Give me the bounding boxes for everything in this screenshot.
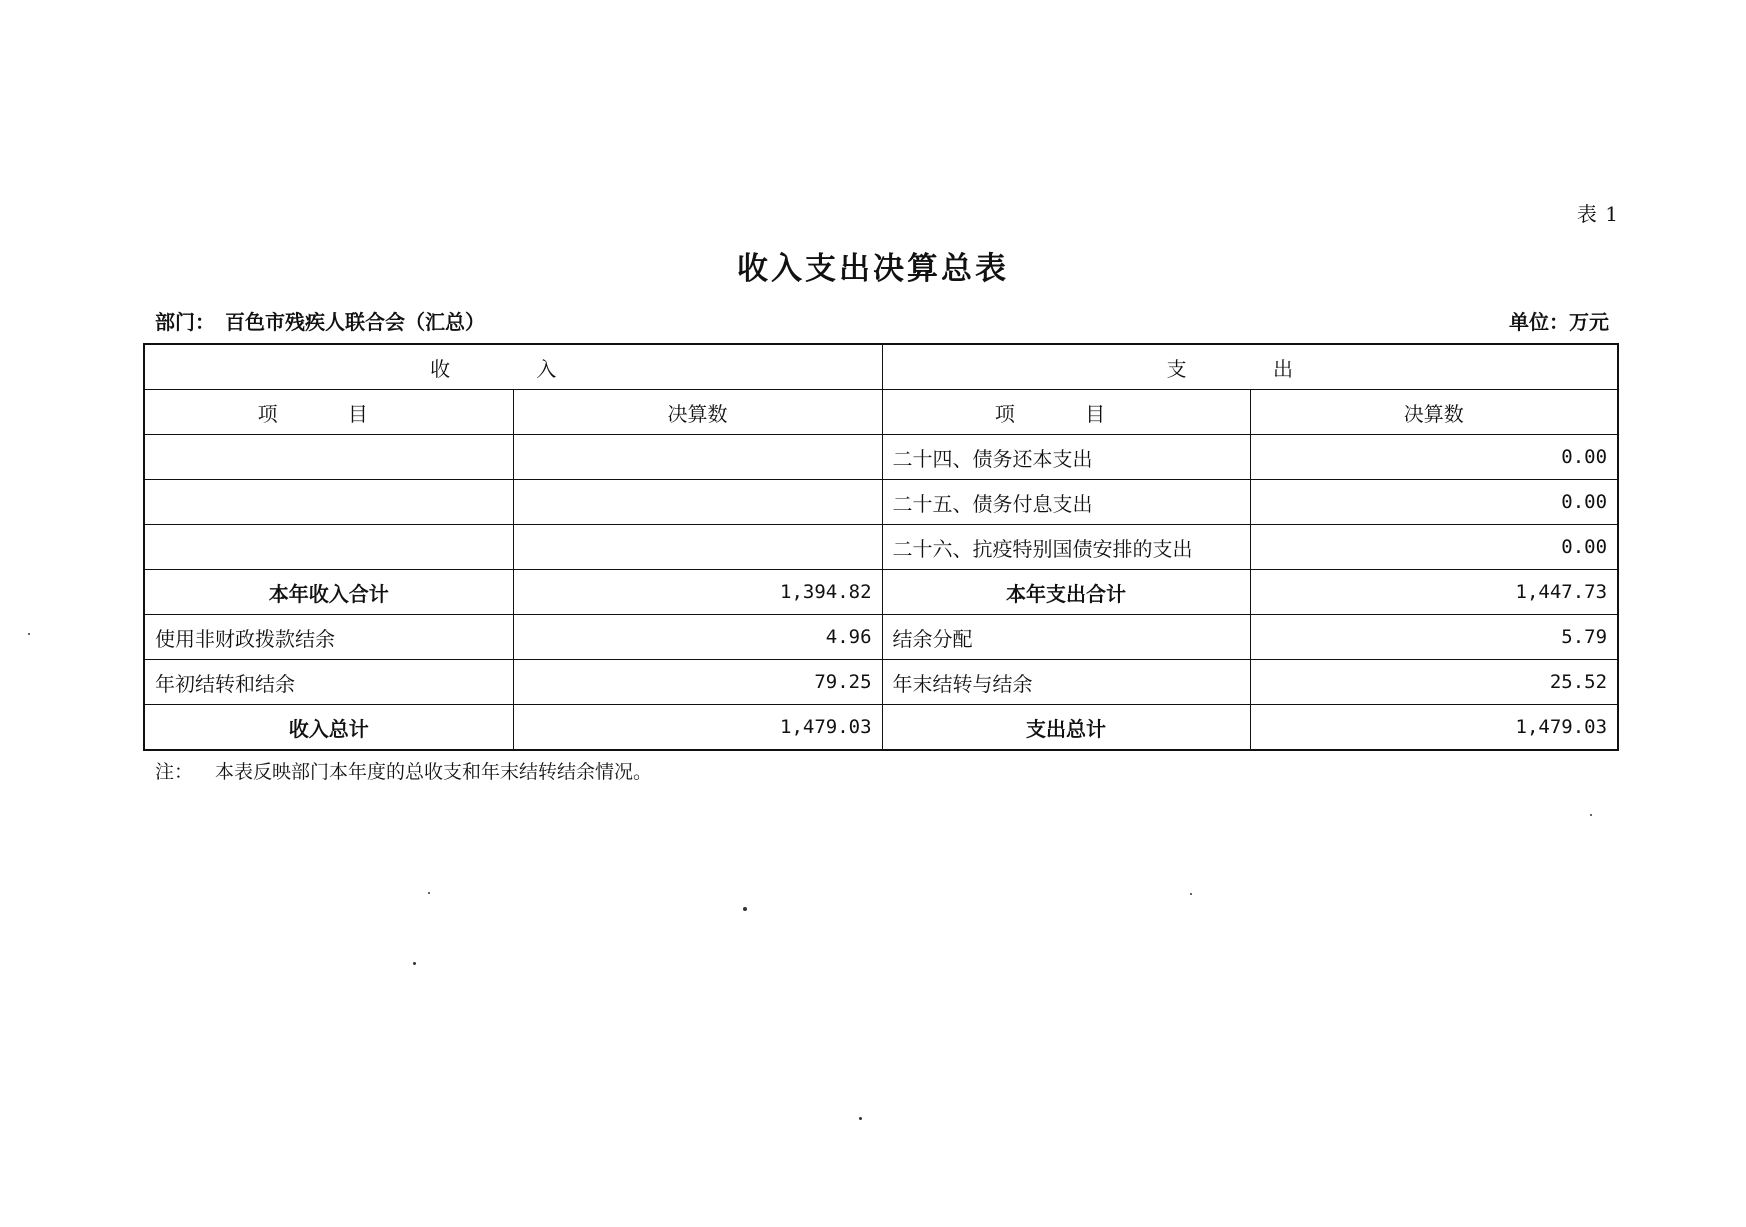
income-item-cell <box>144 480 513 525</box>
unit-label: 单位：万元 <box>1509 310 1609 334</box>
income-section-header: 收 入 <box>144 344 882 390</box>
table-row <box>144 525 1618 570</box>
expense-item-cell: 年末结转与结余 <box>882 660 1250 705</box>
meta-row <box>155 306 1609 336</box>
department-info <box>155 306 485 335</box>
table-row <box>144 435 1618 480</box>
expense-item-cell: 二十五、债务付息支出 <box>882 480 1250 525</box>
column-header-row <box>144 390 1618 435</box>
department-label: 部门： <box>155 310 215 334</box>
footnote-text: 本表反映部门本年度的总收支和年末结转结余情况。 <box>215 761 653 783</box>
table-row <box>144 660 1618 705</box>
expense-total-label: 支出总计 <box>882 705 1250 751</box>
income-subtotal-value: 1,394.82 <box>513 570 882 615</box>
income-subtotal-label: 本年收入合计 <box>144 570 513 615</box>
scan-speck <box>859 1117 862 1120</box>
expense-item-cell: 结余分配 <box>882 615 1250 660</box>
subtotal-row <box>144 570 1618 615</box>
table-row <box>144 615 1618 660</box>
expense-item-cell: 二十六、抗疫特别国债安排的支出 <box>882 525 1250 570</box>
expense-value-cell: 25.52 <box>1250 660 1618 705</box>
income-item-cell: 使用非财政拨款结余 <box>144 615 513 660</box>
footnote-label: 注： <box>155 761 194 783</box>
scan-speck <box>413 962 416 965</box>
scan-speck <box>1590 814 1592 816</box>
expense-subtotal-value: 1,447.73 <box>1250 570 1618 615</box>
income-value-cell <box>513 435 882 480</box>
income-item-cell <box>144 435 513 480</box>
expense-amount-header: 决算数 <box>1250 390 1618 435</box>
income-value-cell: 79.25 <box>513 660 882 705</box>
income-total-value: 1,479.03 <box>513 705 882 751</box>
expense-section-header: 支 出 <box>882 344 1618 390</box>
income-value-cell <box>513 480 882 525</box>
expense-total-value: 1,479.03 <box>1250 705 1618 751</box>
income-item-header: 项 目 <box>144 390 513 435</box>
total-row <box>144 705 1618 751</box>
page-title: 收入支出决算总表 <box>737 251 1009 287</box>
expense-value-cell: 5.79 <box>1250 615 1618 660</box>
scan-speck <box>428 892 430 894</box>
income-amount-header: 决算数 <box>513 390 882 435</box>
income-value-cell <box>513 525 882 570</box>
table-row <box>144 480 1618 525</box>
income-item-cell <box>144 525 513 570</box>
income-total-label: 收入总计 <box>144 705 513 751</box>
table-number: 表 1 <box>1576 202 1619 226</box>
footnote <box>155 757 652 784</box>
expense-subtotal-label: 本年支出合计 <box>882 570 1250 615</box>
section-header-row <box>144 344 1618 390</box>
income-item-cell: 年初结转和结余 <box>144 660 513 705</box>
scan-speck <box>28 633 30 635</box>
department-name: 百色市残疾人联合会（汇总） <box>225 310 485 334</box>
scan-speck <box>1190 893 1192 895</box>
income-value-cell: 4.96 <box>513 615 882 660</box>
expense-item-header: 项 目 <box>882 390 1250 435</box>
expense-item-cell: 二十四、债务还本支出 <box>882 435 1250 480</box>
expense-value-cell: 0.00 <box>1250 480 1618 525</box>
income-expense-table <box>143 343 1619 751</box>
scan-speck <box>743 907 747 911</box>
expense-value-cell: 0.00 <box>1250 525 1618 570</box>
expense-value-cell: 0.00 <box>1250 435 1618 480</box>
